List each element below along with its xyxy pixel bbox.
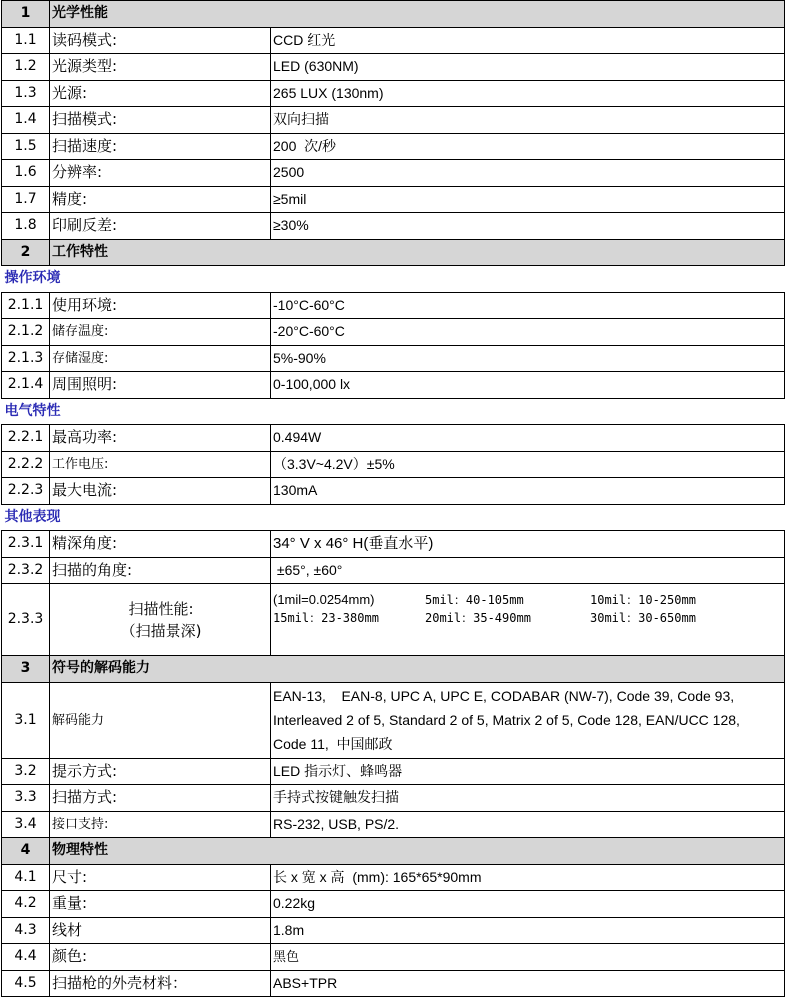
row-value: ≥5mil xyxy=(271,186,785,213)
scan-depth-grid xyxy=(273,592,784,626)
table-row xyxy=(2,107,785,134)
row-value: 0.494W xyxy=(271,425,785,452)
row-value: 0-100,000 lx xyxy=(271,372,785,399)
row-number: 1.8 xyxy=(2,213,50,240)
row-number: 4.5 xyxy=(2,970,50,997)
subsection-title: 电气特性 xyxy=(2,398,785,425)
row-number: 1.4 xyxy=(2,107,50,134)
table-row xyxy=(2,758,785,785)
subsection-header-electrical xyxy=(2,398,785,425)
row-value: -10°C-60°C xyxy=(271,292,785,319)
table-row xyxy=(2,917,785,944)
row-number: 3.3 xyxy=(2,785,50,812)
subsection-header-other xyxy=(2,504,785,531)
row-number: 3.2 xyxy=(2,758,50,785)
row-number: 4.1 xyxy=(2,864,50,891)
row-value: LED (630NM) xyxy=(271,54,785,81)
table-row xyxy=(2,891,785,918)
row-number: 4.2 xyxy=(2,891,50,918)
row-value: 1.8m xyxy=(271,917,785,944)
table-row xyxy=(2,372,785,399)
table-row xyxy=(2,478,785,505)
row-number: 2.1.1 xyxy=(2,292,50,319)
row-value: 手持式按键触发扫描 xyxy=(271,785,785,812)
row-value: ≥30% xyxy=(271,213,785,240)
row-value: ±65°, ±60° xyxy=(271,557,785,584)
row-label xyxy=(50,584,271,656)
row-value: 0.22kg xyxy=(271,891,785,918)
table-row xyxy=(2,292,785,319)
table-row-decoding xyxy=(2,682,785,758)
section-title: 光学性能 xyxy=(50,1,785,28)
section-number: 1 xyxy=(2,1,50,28)
row-label: 最大电流: xyxy=(50,478,271,505)
row-label: 颜色: xyxy=(50,944,271,971)
row-label: 光源类型: xyxy=(50,54,271,81)
subsection-header-environment xyxy=(2,266,785,293)
row-label: 储存温度: xyxy=(50,319,271,346)
row-number: 1.3 xyxy=(2,80,50,107)
row-value: ABS+TPR xyxy=(271,970,785,997)
symbology-line: Interleaved 2 of 5, Standard 2 of 5, Matrix 2 of 5, Code 128, EAN/UCC 128, xyxy=(273,712,740,728)
table-row xyxy=(2,54,785,81)
row-value: 130mA xyxy=(271,478,785,505)
section-title: 符号的解码能力 xyxy=(50,656,785,683)
table-row xyxy=(2,27,785,54)
subsection-title: 其他表现 xyxy=(2,504,785,531)
row-value: 双向扫描 xyxy=(271,107,785,134)
row-label: 扫描模式: xyxy=(50,107,271,134)
section-number: 2 xyxy=(2,239,50,266)
row-label: 尺寸: xyxy=(50,864,271,891)
table-row xyxy=(2,80,785,107)
row-number: 1.7 xyxy=(2,186,50,213)
row-number: 4.4 xyxy=(2,944,50,971)
table-row-scan-performance xyxy=(2,584,785,656)
section-header-decoding xyxy=(2,656,785,683)
table-row xyxy=(2,133,785,160)
scan-depth-label: （扫描景深) xyxy=(120,621,202,640)
table-row xyxy=(2,319,785,346)
section-title: 物理特性 xyxy=(50,838,785,865)
row-number: 2.1.2 xyxy=(2,319,50,346)
row-label: 最高功率: xyxy=(50,425,271,452)
scan-performance-label: 扫描性能: xyxy=(128,599,194,618)
table-row xyxy=(2,345,785,372)
table-row xyxy=(2,451,785,478)
row-number: 2.2.1 xyxy=(2,425,50,452)
row-label: 工作电压: xyxy=(50,451,271,478)
row-label: 重量: xyxy=(50,891,271,918)
row-number: 4.3 xyxy=(2,917,50,944)
row-label: 扫描枪的外壳材料： xyxy=(50,970,271,997)
row-number: 3.4 xyxy=(2,811,50,838)
row-label: 提示方式: xyxy=(50,758,271,785)
row-label: 扫描的角度: xyxy=(50,557,271,584)
row-label: 扫描方式: xyxy=(50,785,271,812)
table-row xyxy=(2,186,785,213)
row-label: 读码模式: xyxy=(50,27,271,54)
row-label: 使用环境: xyxy=(50,292,271,319)
scan-depth-cell: 20mil：35-490mm xyxy=(425,611,531,625)
row-label: 扫描速度: xyxy=(50,133,271,160)
row-number: 2.2.2 xyxy=(2,451,50,478)
row-number: 3.1 xyxy=(2,682,50,758)
row-label: 线材 xyxy=(50,917,271,944)
row-number: 2.3.2 xyxy=(2,557,50,584)
row-value: 长 x 宽 x 高 (mm): 165*65*90mm xyxy=(271,864,785,891)
table-row xyxy=(2,864,785,891)
row-number: 1.1 xyxy=(2,27,50,54)
scan-depth-cell: 30mil：30-650mm xyxy=(590,611,696,625)
scan-depth-cell: 5mil：40-105mm xyxy=(425,593,524,607)
row-label: 精深角度: xyxy=(50,531,271,558)
row-value: 200 次/秒 xyxy=(271,133,785,160)
table-row xyxy=(2,213,785,240)
section-number: 4 xyxy=(2,838,50,865)
row-value xyxy=(271,682,785,758)
row-value: 34° V x 46° H(垂直水平) xyxy=(271,531,785,558)
row-value: LED 指示灯、蜂鸣器 xyxy=(271,758,785,785)
section-header-optical xyxy=(2,1,785,28)
row-value: 黑色 xyxy=(271,944,785,971)
row-number: 2.3.3 xyxy=(2,584,50,656)
row-number: 1.6 xyxy=(2,160,50,187)
row-label: 存储湿度: xyxy=(50,345,271,372)
table-row xyxy=(2,785,785,812)
row-value: CCD 红光 xyxy=(271,27,785,54)
row-label: 周围照明: xyxy=(50,372,271,399)
row-label: 精度: xyxy=(50,186,271,213)
section-number: 3 xyxy=(2,656,50,683)
row-label: 光源: xyxy=(50,80,271,107)
table-row xyxy=(2,970,785,997)
table-row xyxy=(2,160,785,187)
row-label: 印刷反差: xyxy=(50,213,271,240)
section-title: 工作特性 xyxy=(50,239,785,266)
table-row xyxy=(2,944,785,971)
row-value: 5%-90% xyxy=(271,345,785,372)
row-number: 2.1.3 xyxy=(2,345,50,372)
row-number: 2.1.4 xyxy=(2,372,50,399)
scan-depth-cell: (1mil=0.0254mm) xyxy=(273,592,375,607)
subsection-title: 操作环境 xyxy=(2,266,785,293)
row-value: RS-232, USB, PS/2. xyxy=(271,811,785,838)
section-header-physical xyxy=(2,838,785,865)
row-number: 2.2.3 xyxy=(2,478,50,505)
row-number: 1.5 xyxy=(2,133,50,160)
table-row xyxy=(2,811,785,838)
table-row xyxy=(2,557,785,584)
scan-depth-cell: 10mil：10-250mm xyxy=(590,593,696,607)
row-value: 265 LUX (130nm) xyxy=(271,80,785,107)
scan-depth-cell: 15mil：23-380mm xyxy=(273,611,379,625)
row-value: 2500 xyxy=(271,160,785,187)
row-label: 接口支持: xyxy=(50,811,271,838)
row-number: 2.3.1 xyxy=(2,531,50,558)
row-label: 分辨率: xyxy=(50,160,271,187)
section-header-working xyxy=(2,239,785,266)
spec-table xyxy=(1,0,785,997)
row-value xyxy=(271,584,785,656)
row-number: 1.2 xyxy=(2,54,50,81)
table-row xyxy=(2,531,785,558)
row-value: （3.3V~4.2V）±5% xyxy=(271,451,785,478)
row-value: -20°C-60°C xyxy=(271,319,785,346)
symbology-line: Code 11, 中国邮政 xyxy=(273,736,393,752)
table-row xyxy=(2,425,785,452)
row-label: 解码能力 xyxy=(50,682,271,758)
symbology-line: EAN-13, EAN-8, UPC A, UPC E, CODABAR (NW-7), Code 39, Code 93, xyxy=(273,688,735,704)
